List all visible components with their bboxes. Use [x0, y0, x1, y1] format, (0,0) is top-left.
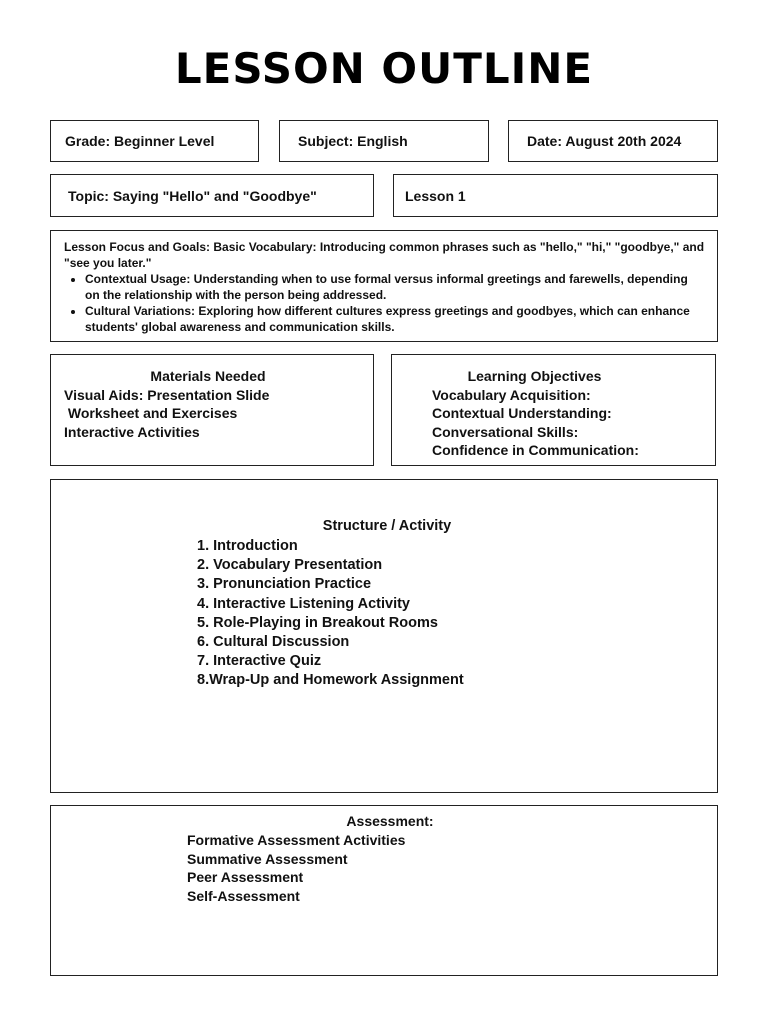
- assessment-box: [50, 805, 718, 976]
- assessment-heading: Assessment:: [346, 813, 434, 829]
- materials-box: [50, 354, 374, 466]
- focus-bullet-contextual: • Contextual Usage: Understanding when to use formal versus informal greetings and farewells, depending on the relationship with the person being addressed.: [85, 271, 705, 303]
- focus-bullet-cultural: • Cultural Variations: Exploring how different cultures express greetings and goodbyes, which can enhance students' global awareness and communication skills.: [85, 303, 705, 335]
- lesson-label: Lesson 1: [405, 187, 466, 204]
- assessment-list: [187, 831, 405, 905]
- materials-heading: Materials Needed: [150, 368, 266, 384]
- list-item: Summative Assessment: [187, 850, 348, 867]
- list-item: 1. Introduction: [197, 538, 298, 554]
- date-box: [508, 120, 718, 162]
- subject-label: Subject: English: [298, 133, 408, 149]
- objectives-box: [391, 354, 716, 466]
- topic-box: [50, 174, 374, 217]
- list-item: 6. Cultural Discussion: [197, 634, 350, 651]
- list-item: Formative Assessment Activities: [187, 832, 406, 848]
- list-item: 2. Vocabulary Presentation: [197, 557, 383, 574]
- topic-label: Topic: Saying "Hello" and "Goodbye": [68, 187, 317, 204]
- structure-list: [197, 537, 464, 691]
- list-item: Peer Assessment: [187, 869, 304, 885]
- grade-label: Grade: Beginner Level: [65, 133, 215, 149]
- list-item: 4. Interactive Listening Activity: [197, 595, 410, 612]
- list-item: 3. Pronunciation Practice: [197, 576, 372, 593]
- structure-heading: Structure / Activity: [322, 518, 452, 534]
- structure-box: [50, 479, 718, 793]
- lesson-focus-box: [50, 230, 718, 342]
- materials-item: Interactive Activities: [64, 423, 200, 440]
- subject-box: [279, 120, 489, 162]
- list-item: 5. Role-Playing in Breakout Rooms: [197, 614, 438, 631]
- materials-item: Worksheet and Exercises: [64, 405, 238, 421]
- grade-box: [50, 120, 259, 162]
- page-title: LESSON OUTLINE: [174, 44, 594, 93]
- objectives-item: Conversational Skills:: [432, 423, 579, 440]
- objectives-item: Contextual Understanding:: [432, 405, 612, 421]
- lesson-box: [393, 174, 718, 217]
- objectives-heading: Learning Objectives: [467, 368, 602, 384]
- list-item: 7. Interactive Quiz: [197, 653, 322, 670]
- focus-list: [64, 271, 705, 335]
- materials-item: Visual Aids: Presentation Slide: [64, 386, 270, 403]
- list-item: Self-Assessment: [187, 887, 300, 904]
- focus-intro: Lesson Focus and Goals: Basic Vocabulary: Introducing common phrases such as "hello," "hi," "goodbye," and "see you later.": [64, 240, 705, 270]
- objectives-item: Confidence in Communication:: [432, 442, 639, 458]
- objectives-item: Vocabulary Acquisition:: [432, 386, 591, 403]
- date-label: Date: August 20th 2024: [527, 133, 682, 149]
- list-item: 8.Wrap-Up and Homework Assignment: [197, 672, 464, 689]
